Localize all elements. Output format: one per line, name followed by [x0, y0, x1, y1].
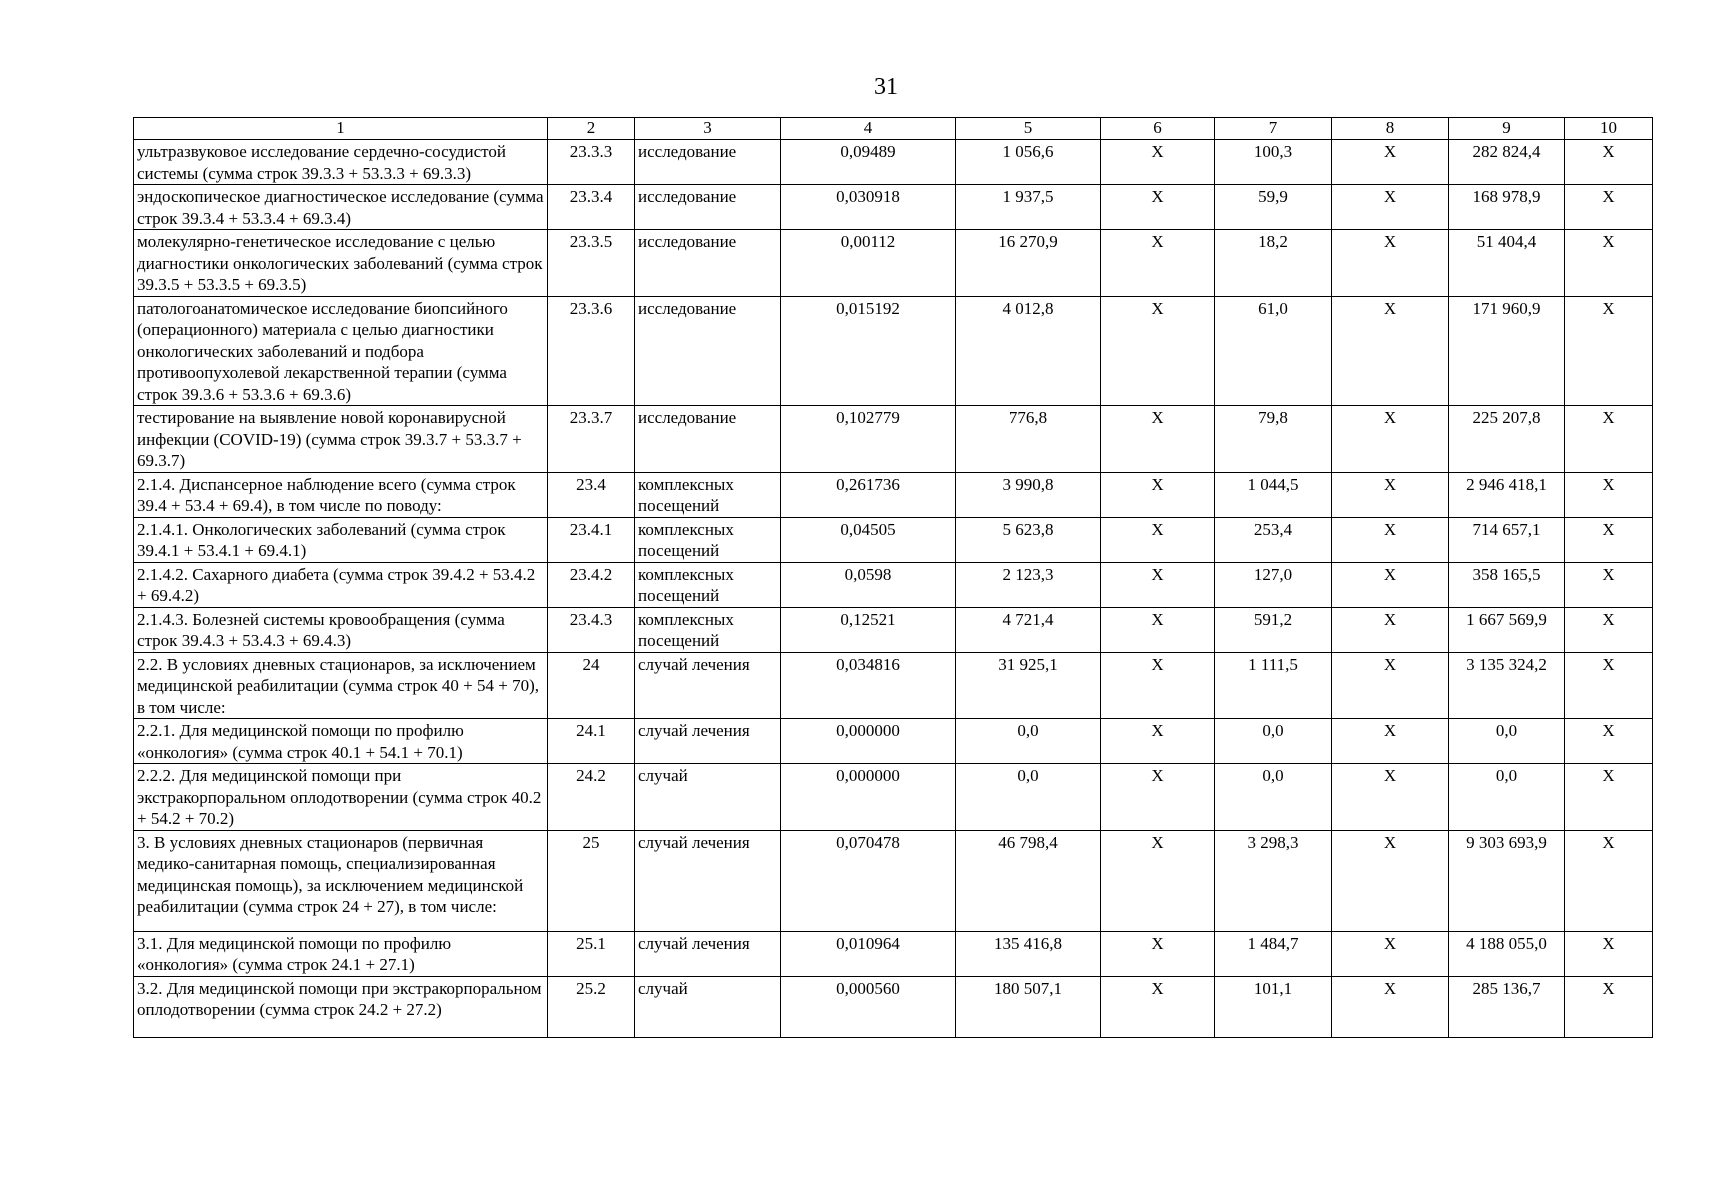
column-header: 6	[1101, 118, 1215, 140]
cell-col-10: Х	[1565, 719, 1653, 764]
row-code: 23.4	[548, 472, 635, 517]
row-code: 24	[548, 652, 635, 719]
cell-col-9: 282 824,4	[1449, 140, 1565, 185]
row-code: 23.4.1	[548, 517, 635, 562]
cell-col-8: Х	[1332, 976, 1449, 1037]
cell-col-5: 4 721,4	[956, 607, 1101, 652]
row-unit: исследование	[635, 140, 781, 185]
table-body	[134, 140, 1653, 1038]
row-name: 3.2. Для медицинской помощи при экстракорпоральном оплодотворении (сумма строк 24.2 + 27.2)	[134, 976, 548, 1037]
cell-col-5: 776,8	[956, 406, 1101, 473]
cell-col-6: Х	[1101, 719, 1215, 764]
table-row	[134, 230, 1653, 297]
row-name: 3.1. Для медицинской помощи по профилю «онкология» (сумма строк 24.1 + 27.1)	[134, 931, 548, 976]
row-unit: случай	[635, 976, 781, 1037]
row-code: 23.4.2	[548, 562, 635, 607]
cell-col-6: Х	[1101, 607, 1215, 652]
row-name: 2.2.1. Для медицинской помощи по профилю «онкология» (сумма строк 40.1 + 54.1 + 70.1)	[134, 719, 548, 764]
table-row	[134, 830, 1653, 931]
cell-col-9: 358 165,5	[1449, 562, 1565, 607]
cell-col-8: Х	[1332, 764, 1449, 831]
cell-col-7: 59,9	[1215, 185, 1332, 230]
cell-col-9: 9 303 693,9	[1449, 830, 1565, 931]
row-unit: случай лечения	[635, 652, 781, 719]
cell-col-4: 0,000000	[781, 719, 956, 764]
cell-col-10: Х	[1565, 230, 1653, 297]
row-name: 2.1.4.1. Онкологических заболеваний (сумма строк 39.4.1 + 53.4.1 + 69.4.1)	[134, 517, 548, 562]
row-name: 2.1.4. Диспансерное наблюдение всего (сумма строк 39.4 + 53.4 + 69.4), в том числе по поводу:	[134, 472, 548, 517]
table-row	[134, 406, 1653, 473]
cell-col-10: Х	[1565, 517, 1653, 562]
row-unit: случай лечения	[635, 931, 781, 976]
row-code: 24.1	[548, 719, 635, 764]
cell-col-9: 168 978,9	[1449, 185, 1565, 230]
cell-col-6: Х	[1101, 652, 1215, 719]
row-code: 23.3.6	[548, 296, 635, 406]
row-name: тестирование на выявление новой коронавирусной инфекции (COVID-19) (сумма строк 39.3.7 + 53.3.7 + 69.3.7)	[134, 406, 548, 473]
row-name: ультразвуковое исследование сердечно-сосудистой системы (сумма строк 39.3.3 + 53.3.3 + 69.3.3)	[134, 140, 548, 185]
cell-col-9: 714 657,1	[1449, 517, 1565, 562]
cell-col-4: 0,015192	[781, 296, 956, 406]
cell-col-10: Х	[1565, 472, 1653, 517]
cell-col-10: Х	[1565, 140, 1653, 185]
cell-col-10: Х	[1565, 764, 1653, 831]
cell-col-8: Х	[1332, 472, 1449, 517]
cell-col-7: 100,3	[1215, 140, 1332, 185]
cell-col-9: 0,0	[1449, 719, 1565, 764]
cell-col-9: 1 667 569,9	[1449, 607, 1565, 652]
cell-col-6: Х	[1101, 406, 1215, 473]
row-unit: случай лечения	[635, 719, 781, 764]
cell-col-10: Х	[1565, 406, 1653, 473]
cell-col-6: Х	[1101, 472, 1215, 517]
column-header: 4	[781, 118, 956, 140]
cell-col-9: 4 188 055,0	[1449, 931, 1565, 976]
cell-col-8: Х	[1332, 562, 1449, 607]
cell-col-4: 0,261736	[781, 472, 956, 517]
row-code: 23.3.7	[548, 406, 635, 473]
cell-col-4: 0,00112	[781, 230, 956, 297]
row-name: патологоанатомическое исследование биопсийного (операционного) материала с целью диагностики онкологических заболеваний и подбора противоопухолевой лекарственной терапии (сумма строк 39.3.6 + 53.3.6 + 69.3.6)	[134, 296, 548, 406]
cell-col-8: Х	[1332, 931, 1449, 976]
cell-col-5: 1 937,5	[956, 185, 1101, 230]
row-unit: комплексных посещений	[635, 517, 781, 562]
cell-col-10: Х	[1565, 652, 1653, 719]
cell-col-4: 0,09489	[781, 140, 956, 185]
cell-col-5: 0,0	[956, 719, 1101, 764]
cell-col-7: 0,0	[1215, 719, 1332, 764]
table-row	[134, 976, 1653, 1037]
cell-col-5: 1 056,6	[956, 140, 1101, 185]
cell-col-4: 0,102779	[781, 406, 956, 473]
row-unit: комплексных посещений	[635, 607, 781, 652]
cell-col-10: Х	[1565, 296, 1653, 406]
table-row	[134, 931, 1653, 976]
row-code: 23.3.5	[548, 230, 635, 297]
cell-col-6: Х	[1101, 976, 1215, 1037]
row-code: 23.3.3	[548, 140, 635, 185]
row-unit: исследование	[635, 185, 781, 230]
cell-col-9: 0,0	[1449, 764, 1565, 831]
cell-col-6: Х	[1101, 517, 1215, 562]
cell-col-4: 0,030918	[781, 185, 956, 230]
row-code: 23.4.3	[548, 607, 635, 652]
row-name: 2.2. В условиях дневных стационаров, за исключением медицинской реабилитации (сумма строк 40 + 54 + 70), в том числе:	[134, 652, 548, 719]
cell-col-5: 16 270,9	[956, 230, 1101, 297]
column-header: 8	[1332, 118, 1449, 140]
cell-col-8: Х	[1332, 719, 1449, 764]
row-name: молекулярно-генетическое исследование с целью диагностики онкологических заболеваний (сумма строк 39.3.5 + 53.3.5 + 69.3.5)	[134, 230, 548, 297]
cell-col-6: Х	[1101, 230, 1215, 297]
row-name: 2.1.4.2. Сахарного диабета (сумма строк 39.4.2 + 53.4.2 + 69.4.2)	[134, 562, 548, 607]
table-row	[134, 185, 1653, 230]
cell-col-7: 591,2	[1215, 607, 1332, 652]
cell-col-9: 285 136,7	[1449, 976, 1565, 1037]
cell-col-10: Х	[1565, 607, 1653, 652]
cell-col-6: Х	[1101, 830, 1215, 931]
column-header: 9	[1449, 118, 1565, 140]
cell-col-8: Х	[1332, 406, 1449, 473]
table-row	[134, 562, 1653, 607]
row-code: 25	[548, 830, 635, 931]
column-header: 7	[1215, 118, 1332, 140]
data-table	[133, 117, 1653, 1038]
cell-col-7: 61,0	[1215, 296, 1332, 406]
cell-col-8: Х	[1332, 296, 1449, 406]
table-row	[134, 472, 1653, 517]
cell-col-9: 3 135 324,2	[1449, 652, 1565, 719]
column-header: 10	[1565, 118, 1653, 140]
cell-col-10: Х	[1565, 830, 1653, 931]
column-header: 2	[548, 118, 635, 140]
cell-col-8: Х	[1332, 652, 1449, 719]
cell-col-7: 127,0	[1215, 562, 1332, 607]
cell-col-5: 0,0	[956, 764, 1101, 831]
cell-col-5: 180 507,1	[956, 976, 1101, 1037]
row-name: эндоскопическое диагностическое исследование (сумма строк 39.3.4 + 53.3.4 + 69.3.4)	[134, 185, 548, 230]
cell-col-7: 1 484,7	[1215, 931, 1332, 976]
cell-col-5: 5 623,8	[956, 517, 1101, 562]
cell-col-4: 0,04505	[781, 517, 956, 562]
table-row	[134, 296, 1653, 406]
cell-col-7: 1 111,5	[1215, 652, 1332, 719]
cell-col-5: 2 123,3	[956, 562, 1101, 607]
row-unit: случай лечения	[635, 830, 781, 931]
cell-col-10: Х	[1565, 185, 1653, 230]
cell-col-7: 0,0	[1215, 764, 1332, 831]
cell-col-4: 0,000000	[781, 764, 956, 831]
row-unit: случай	[635, 764, 781, 831]
cell-col-4: 0,12521	[781, 607, 956, 652]
column-header: 1	[134, 118, 548, 140]
cell-col-8: Х	[1332, 185, 1449, 230]
cell-col-5: 46 798,4	[956, 830, 1101, 931]
cell-col-7: 3 298,3	[1215, 830, 1332, 931]
cell-col-5: 31 925,1	[956, 652, 1101, 719]
cell-col-5: 4 012,8	[956, 296, 1101, 406]
row-unit: исследование	[635, 406, 781, 473]
cell-col-6: Х	[1101, 931, 1215, 976]
row-code: 25.2	[548, 976, 635, 1037]
row-name: 2.1.4.3. Болезней системы кровообращения (сумма строк 39.4.3 + 53.4.3 + 69.4.3)	[134, 607, 548, 652]
cell-col-4: 0,000560	[781, 976, 956, 1037]
cell-col-8: Х	[1332, 140, 1449, 185]
cell-col-9: 225 207,8	[1449, 406, 1565, 473]
row-code: 25.1	[548, 931, 635, 976]
cell-col-7: 18,2	[1215, 230, 1332, 297]
table-row	[134, 719, 1653, 764]
row-code: 23.3.4	[548, 185, 635, 230]
cell-col-7: 101,1	[1215, 976, 1332, 1037]
table-row	[134, 607, 1653, 652]
row-unit: исследование	[635, 296, 781, 406]
cell-col-6: Х	[1101, 296, 1215, 406]
cell-col-10: Х	[1565, 562, 1653, 607]
cell-col-4: 0,0598	[781, 562, 956, 607]
cell-col-7: 79,8	[1215, 406, 1332, 473]
cell-col-7: 1 044,5	[1215, 472, 1332, 517]
row-name: 3. В условиях дневных стационаров (первичная медико-санитарная помощь, специализированная медицинская помощь), за исключением медицинской реабилитации (сумма строк 24 + 27), в том числе:	[134, 830, 548, 931]
cell-col-8: Х	[1332, 607, 1449, 652]
cell-col-8: Х	[1332, 230, 1449, 297]
cell-col-9: 51 404,4	[1449, 230, 1565, 297]
table-row	[134, 652, 1653, 719]
cell-col-10: Х	[1565, 976, 1653, 1037]
column-header: 3	[635, 118, 781, 140]
cell-col-7: 253,4	[1215, 517, 1332, 562]
table-row	[134, 517, 1653, 562]
row-name: 2.2.2. Для медицинской помощи при экстракорпоральном оплодотворении (сумма строк 40.2 + 54.2 + 70.2)	[134, 764, 548, 831]
cell-col-6: Х	[1101, 185, 1215, 230]
cell-col-9: 171 960,9	[1449, 296, 1565, 406]
row-unit: комплексных посещений	[635, 562, 781, 607]
cell-col-10: Х	[1565, 931, 1653, 976]
row-code: 24.2	[548, 764, 635, 831]
row-unit: комплексных посещений	[635, 472, 781, 517]
cell-col-5: 3 990,8	[956, 472, 1101, 517]
cell-col-6: Х	[1101, 140, 1215, 185]
table-row	[134, 140, 1653, 185]
page-number: 31	[874, 74, 898, 100]
column-header: 5	[956, 118, 1101, 140]
cell-col-6: Х	[1101, 764, 1215, 831]
table-row	[134, 764, 1653, 831]
cell-col-8: Х	[1332, 830, 1449, 931]
cell-col-6: Х	[1101, 562, 1215, 607]
column-number-row	[134, 118, 1653, 140]
cell-col-5: 135 416,8	[956, 931, 1101, 976]
cell-col-4: 0,034816	[781, 652, 956, 719]
cell-col-4: 0,010964	[781, 931, 956, 976]
cell-col-4: 0,070478	[781, 830, 956, 931]
cell-col-9: 2 946 418,1	[1449, 472, 1565, 517]
row-unit: исследование	[635, 230, 781, 297]
cell-col-8: Х	[1332, 517, 1449, 562]
